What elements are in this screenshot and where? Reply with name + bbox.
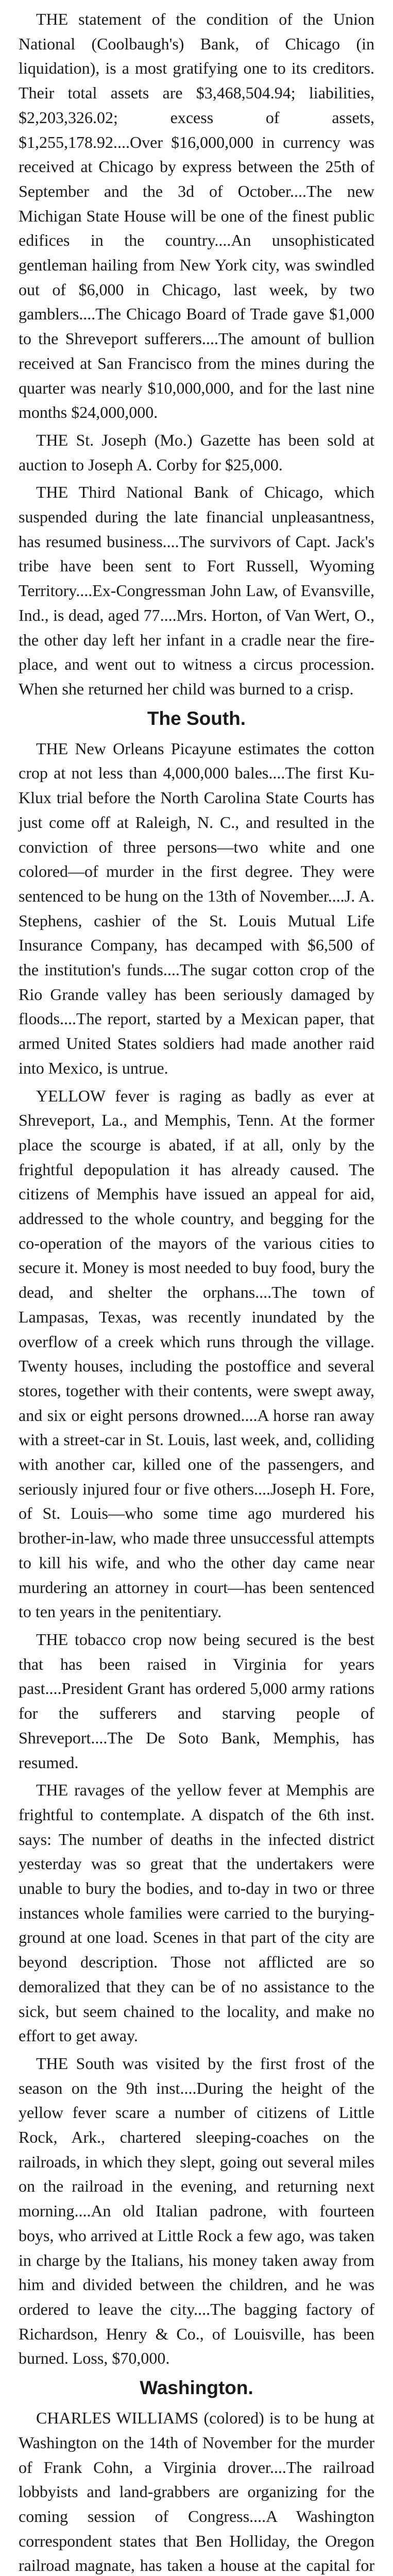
section-heading-south: The South. (147, 707, 246, 729)
section-heading-washington: Washington. (140, 2377, 253, 2399)
news-paragraph: THE statement of the condition of the Union National (Coolbaugh's) Bank, of Chicago (in liquidation), is a most gratifying one to its creditors. Their total assets are $3,468,504.94; liabilities, $2,203,326.02; excess of assets, $1,255,178.92....Over $16,000,000 in currency was received at Chicago by express between the 25th of September and the 3d of October....The new Michigan State House will be one of the finest public edifices in the country....An unsophisticated gentleman hailing from New York city, was swindled out of $6,000 in Chicago, last week, by two gamblers....The Chicago Board of Trade gave $1,000 to the Shreveport sufferers....The amount of bullion received at San Francisco from the mines during the quarter was nearly $10,000,000, and for the last nine months $24,000,000. (19, 10, 374, 422)
news-paragraph: CHARLES WILLIAMS (colored) is to be hung at Washington on the 14th of November for the murder of Frank Cohn, a Virginia drover....The railroad lobbyists and land-grabbers are organizing for the coming session of Congress....A Washington correspondent states that Ben Holliday, the Oregon railroad magnate, has taken a house at the capital for (19, 2409, 374, 2575)
news-paragraph: THE South was visited by the first frost of the season on the 9th inst....During the height of the yellow fever scare a number of citizens of Little Rock, Ark., chartered sleeping-coaches on the railroads, in which they slept, going out several miles on the railroad in the evening, and returning next morning....An old Italian padrone, with fourteen boys, who arrived at Little Rock a few ago, was taken in charge by the Italians, his money taken away from him and divided between the children, and he was ordered to leave the city....The bagging factory of Richardson, Henry & Co., of Louisville, has been burned. Loss, $70,000. (19, 2054, 374, 2368)
news-paragraph: THE Third National Bank of Chicago, which suspended during the late financial unpleasantness, has resumed business....The survivors of Capt. Jack's tribe have been sent to Fort Russell, Wyoming Territory....Ex-Congressman John Law, of Evansville, Ind., is dead, aged 77....Mrs. Horton, of Van Wert, O., the other day left her infant in a cradle near the fire-place, and went out to witness a circus procession. When she returned her child was burned to a crisp. (19, 483, 374, 698)
news-paragraph: THE tobacco crop now being secured is the best that has been raised in Virginia for years past....President Grant has ordered 5,000 army rations for the sufferers and starving people of Shreveport....The De Soto Bank, Memphis, has resumed. (19, 1630, 374, 1772)
news-paragraph: THE New Orleans Picayune estimates the cotton crop at not less than 4,000,000 bales....The first Ku-Klux trial before the North Carolina State Courts has just come off at Raleigh, N. C., and resulted in the conviction of three persons—two white and one colored—of murder in the first degree. They were sentenced to be hung on the 13th of November....J. A. Stephens, cashier of the St. Louis Mutual Life Insurance Company, has decamped with $6,500 of the institution's funds....The sugar cotton crop of the Rio Grande valley has been seriously damaged by floods....The report, started by a Mexican paper, that armed United States soldiers had made another raid into Mexico, is untrue. (19, 739, 374, 1077)
news-paragraph: THE ravages of the yellow fever at Memphis are frightful to contemplate. A dispatch of the 6th inst. says: The number of deaths in the infected district yesterday was so great that the undertakers were unable to bury the bodies, and to-day in two or three instances whole families were carried to the burying-ground at one load. Scenes in that part of the city are beyond description. Those not afflicted are so demoralized that they can be of no assistance to the sick, but seem chained to the locality, and make no effort to get away. (19, 1781, 374, 2045)
news-paragraph: THE St. Joseph (Mo.) Gazette has been sold at auction to Joseph A. Corby for $25,000. (19, 430, 374, 474)
news-paragraph: YELLOW fever is raging as badly as ever at Shreveport, La., and Memphis, Tenn. At the former place the scourge is abated, if at all, only by the frightful depopulation it has already caused. The citizens of Memphis have issued an appeal for aid, addressed to the whole country, and begging for the co-operation of the mayors of the various cities to secure it. Money is most needed to buy food, bury the dead, and shelter the orphans....The town of Lampasas, Texas, was recently inundated by the overflow of a creek which runs through the village. Twenty houses, including the postoffice and several stores, together with their contents, were swept away, and six or eight persons drowned....A horse ran away with a street-car in St. Louis, last week, and, colliding with another car, killed one of the passengers, and seriously injured four or five others....Joseph H. Fore, of St. Louis—who some time ago murdered his brother-in-law, who made three unsuccessful attempts to kill his wife, and who the other day came near murdering an attorney in court—has been sentenced to ten years in the penitentiary. (19, 1086, 374, 1621)
